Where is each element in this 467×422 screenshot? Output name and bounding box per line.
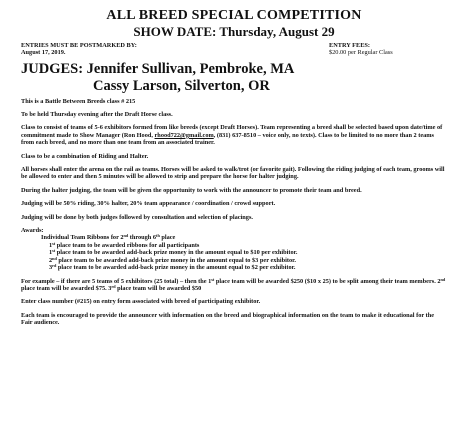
example-paragraph bbox=[21, 278, 447, 293]
ribbons-post: place bbox=[159, 234, 176, 242]
entry-fees bbox=[329, 42, 447, 57]
email-link[interactable]: rhood722@gmail.com bbox=[154, 131, 214, 139]
consultation-text: Judging will be done by both judges followed by consultation and selection of placings. bbox=[21, 213, 253, 221]
ribbons-mid: through 6 bbox=[128, 234, 157, 242]
award-sup: nd bbox=[52, 255, 57, 261]
award-text: place team to be awarded add-back prize money in the amount equal to $3 per exhibitor. bbox=[56, 256, 296, 264]
example-c-sup: rd bbox=[111, 283, 116, 289]
award-num: 1 bbox=[49, 241, 53, 249]
entries-row bbox=[21, 42, 447, 57]
example-a: For example – if there are 5 teams of 5 exhibitors (25 total) – then the 1 bbox=[21, 277, 212, 285]
award-num: 1 bbox=[49, 249, 53, 257]
ribbons-sup-2: th bbox=[156, 233, 160, 239]
ribbons-pre: Individual Team Ribbons for 2 bbox=[41, 234, 124, 242]
teams-text-pre: Class to consist of teams of 5-6 exhibitors formed from like breeds (except Draft Horses). Team representing a breed shall be selected based upon date/time of commitment made to Show Manager (Ron Hood, bbox=[21, 124, 443, 139]
judges-line-2: Cassy Larson, Silverton, OR bbox=[93, 77, 270, 94]
award-num: 2 bbox=[49, 256, 53, 264]
awards-ribbons bbox=[21, 234, 447, 241]
arena-paragraph: All horses shall enter the arena on the rail as teams. Horses will be asked to walk/trot (or favorite gait). Following the riding judging of each team, grooms will be allowed to enter and then 5 minutes will be allowed to strip and prepare the horse for halter judging. bbox=[21, 166, 445, 181]
award-num: 3 bbox=[49, 264, 53, 272]
award-item bbox=[21, 264, 447, 271]
show-date: SHOW DATE: Thursday, August 29 bbox=[133, 24, 335, 39]
award-text: place team to be awarded ribbons for all participants bbox=[55, 241, 200, 249]
example-b: place team will be awarded $250 ($10 x 25) to be split among their team members. 2 bbox=[214, 277, 441, 285]
award-sup: st bbox=[52, 248, 56, 254]
entries-label: ENTRIES MUST BE POSTMARKED BY: bbox=[21, 42, 137, 49]
award-item bbox=[21, 249, 447, 256]
judges-block bbox=[21, 61, 447, 95]
fee-label: ENTRY FEES: bbox=[329, 42, 371, 49]
class-number-text: This is a Battle Between Breeds class # 215 bbox=[21, 97, 136, 105]
teams-text-post: , (831) 637-8510 – voice only, no texts). Class to be limited to no more than 2 teams from each breed, and no more than one team from an associated trainer. bbox=[21, 131, 434, 147]
entry-instructions: Enter class number (#215) on entry form associated with breed of participating exhibitor. bbox=[21, 298, 261, 306]
awards-heading: Awards: bbox=[21, 227, 44, 235]
page-title: ALL BREED SPECIAL COMPETITION bbox=[106, 8, 362, 23]
awards-block bbox=[21, 227, 447, 271]
award-text: place team to be awarded add-back prize money in the amount equal to $10 per exhibitor. bbox=[55, 249, 298, 257]
entries-date: August 17, 2019. bbox=[21, 49, 66, 57]
example-b-sup: nd bbox=[440, 276, 446, 282]
timing-text: To be held Thursday evening after the Draft Horse class. bbox=[21, 111, 173, 118]
example-a-sup: st bbox=[211, 276, 215, 282]
award-sup: rd bbox=[52, 262, 57, 268]
halter-paragraph: During the halter judging, the team will be given the opportunity to work with the announcer to promote their team and breed. bbox=[21, 186, 362, 194]
example-d: place team will be awarded $50 bbox=[115, 284, 202, 292]
entries-deadline bbox=[21, 42, 137, 57]
award-text: place team to be awarded add-back prize money in the amount equal to $2 per exhibitor. bbox=[56, 264, 296, 272]
award-sup: st bbox=[52, 240, 56, 246]
scoring-text: Judging will be 50% riding, 30% halter, 20% team appearance / coordination / crowd support. bbox=[21, 200, 276, 208]
judges-line-1: JUDGES: Jennifer Sullivan, Pembroke, MA bbox=[21, 60, 295, 77]
fee-value: $20.00 per Regular Class bbox=[329, 49, 393, 57]
example-c: place team will be awarded $75. 3 bbox=[21, 284, 112, 292]
award-item bbox=[21, 257, 447, 264]
closing-paragraph: Each team is encouraged to provide the announcer with information on the breed and biographical information on the team to make it educational for the Fair audience. bbox=[21, 311, 435, 327]
combo-text: Class to be a combination of Riding and Halter. bbox=[21, 152, 149, 160]
teams-paragraph bbox=[21, 124, 447, 146]
ribbons-sup-1: nd bbox=[123, 233, 129, 239]
